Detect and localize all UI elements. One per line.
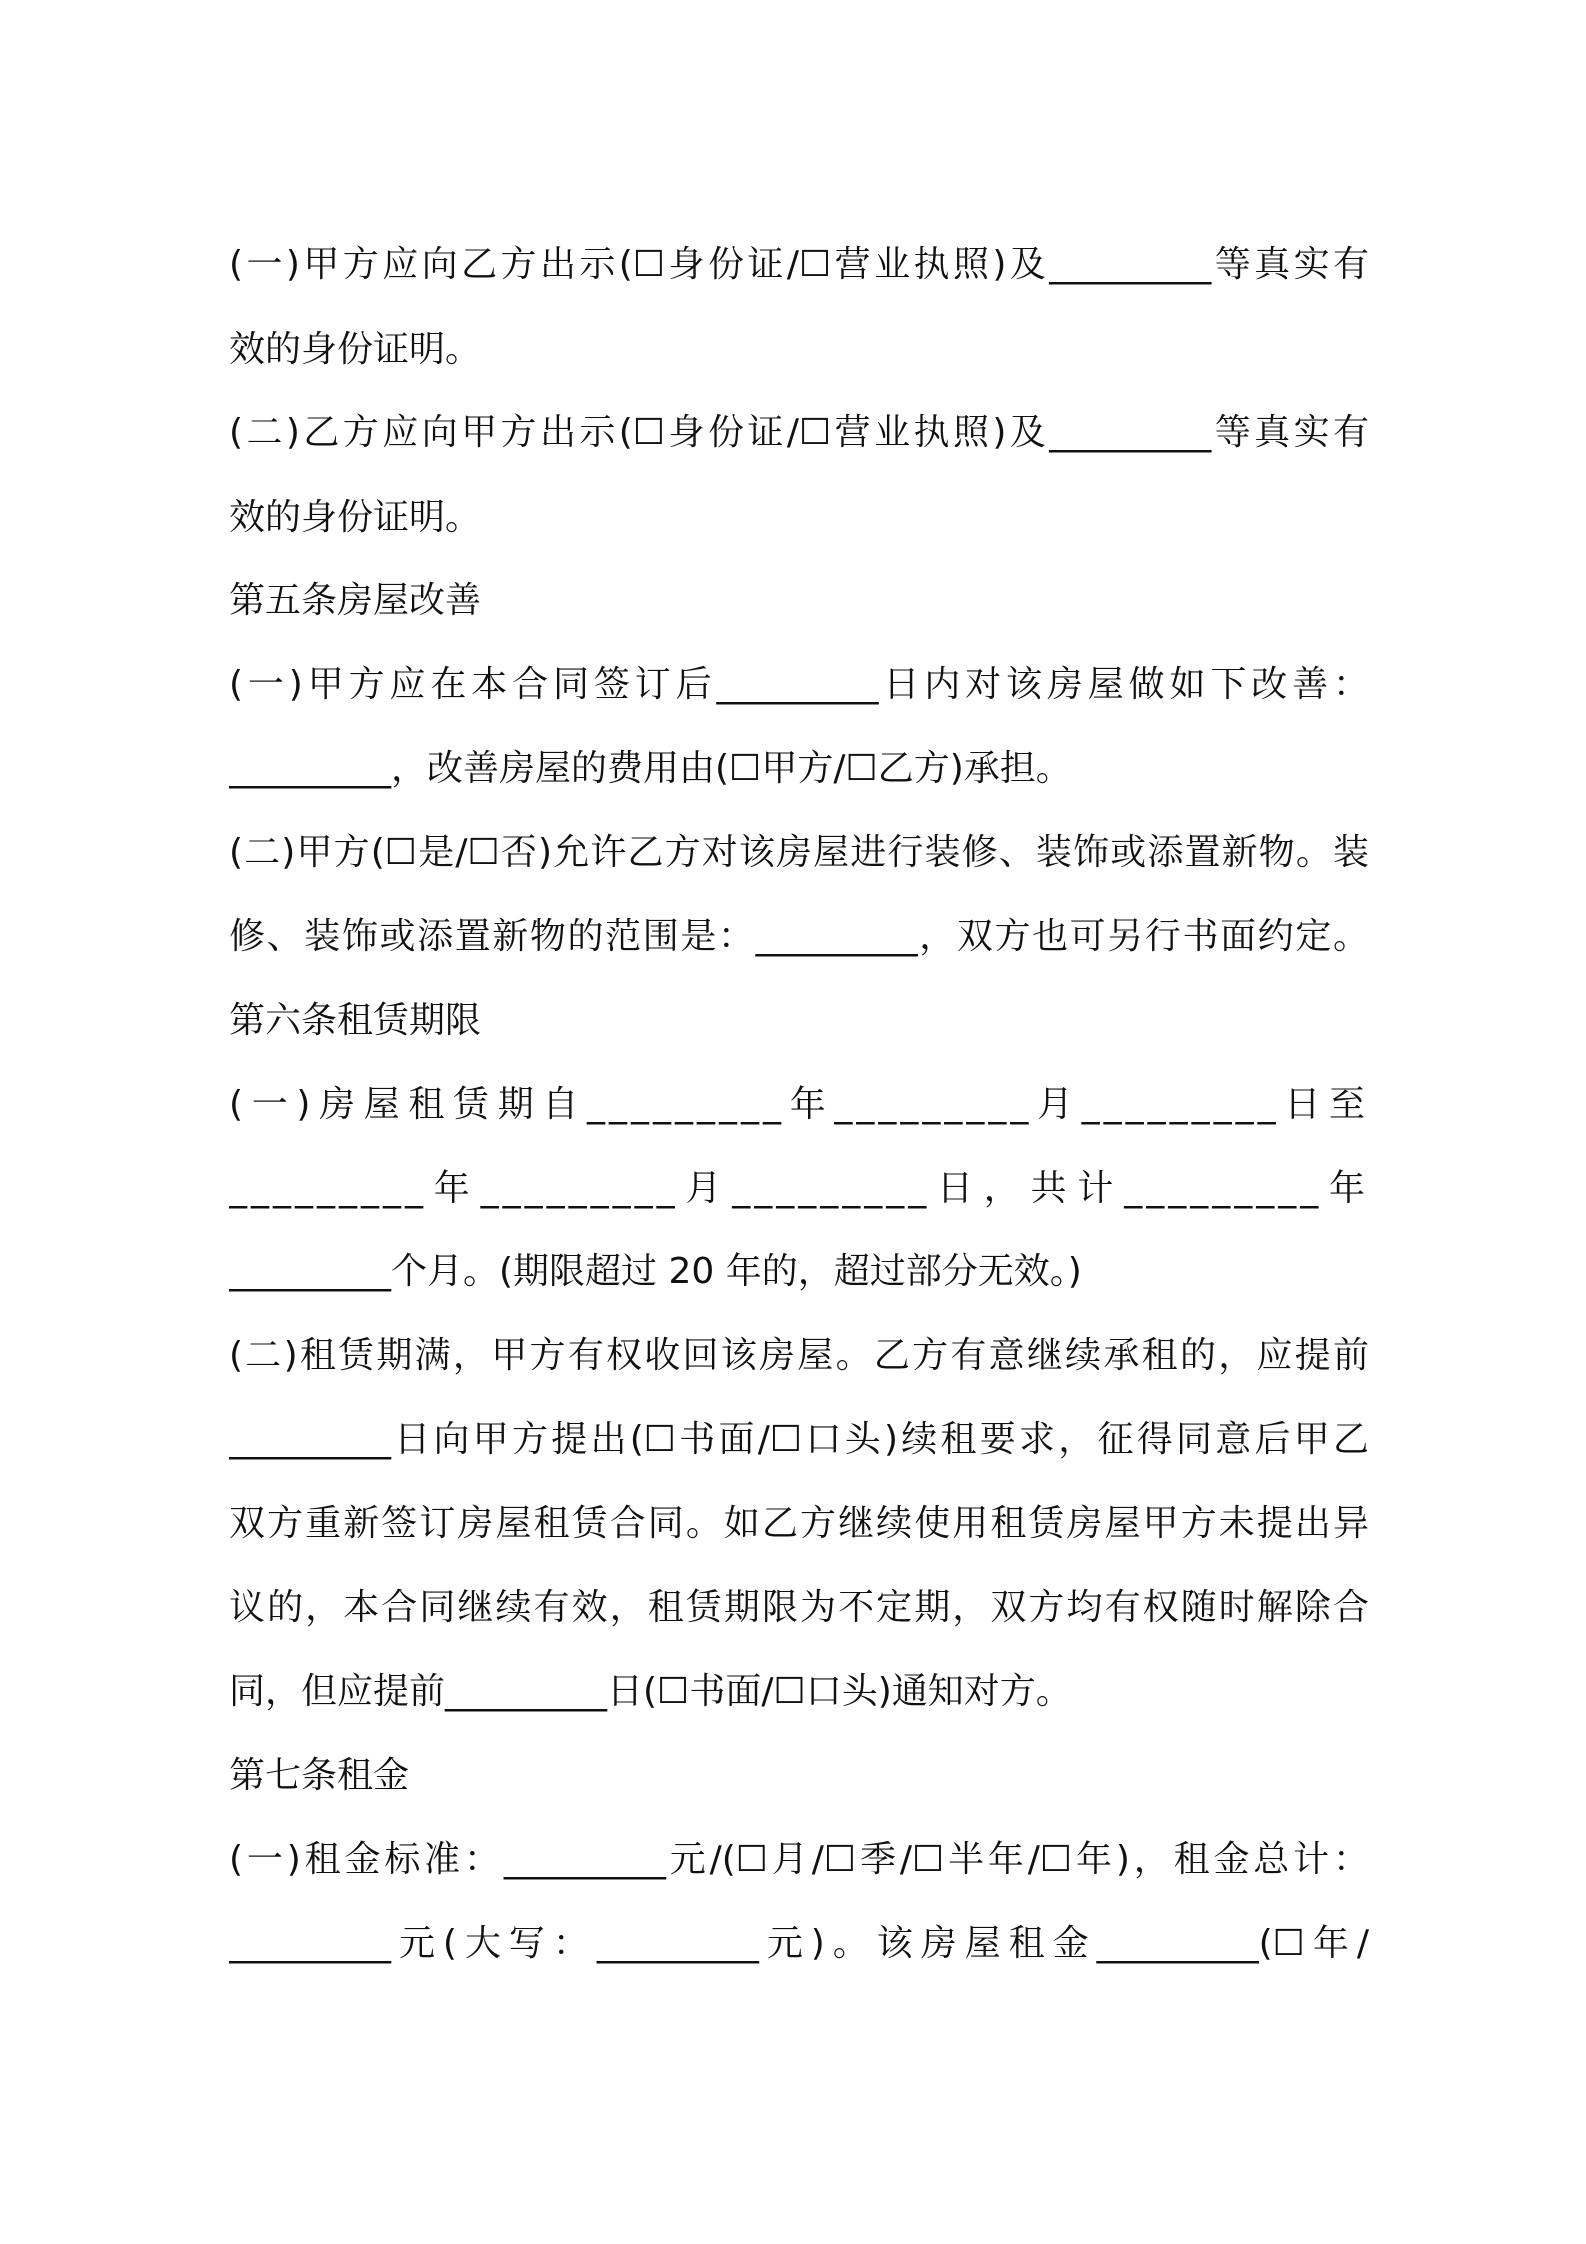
clause-6-2-line-3: 双方重新签订房屋租赁合同。如乙方继续使用租赁房屋甲方未提出异: [229, 1503, 1369, 1544]
clause-4-1-line-2: 效的身份证明。: [229, 329, 482, 370]
clause-6-1-line-1: (一)房屋租赁期自_________年_________月_________日至: [229, 1084, 1369, 1125]
clause-5-1-line-2: _________，改善房屋的费用由(☐甲方/☐乙方)承担。: [229, 748, 1072, 789]
clause-6-2-line-5: 同，但应提前_________日(☐书面/☐口头)通知对方。: [229, 1671, 1072, 1712]
clause-6-2-line-4: 议的，本合同继续有效，租赁期限为不定期，双方均有权随时解除合: [229, 1587, 1369, 1628]
clause-4-2-line-2: 效的身份证明。: [229, 497, 482, 538]
clause-4-2-line-1: (二)乙方应向甲方出示(☐身份证/☐营业执照)及_________等真实有: [229, 412, 1369, 453]
article-7-heading: 第七条租金: [229, 1755, 410, 1796]
clause-4-1-line-1: (一)甲方应向乙方出示(☐身份证/☐营业执照)及_________等真实有: [229, 244, 1369, 285]
article-6-heading: 第六条租赁期限: [229, 1000, 482, 1041]
clause-6-2-line-2: _________日向甲方提出(☐书面/☐口头)续租要求，征得同意后甲乙: [229, 1419, 1369, 1460]
clause-6-1-line-3: _________个月。(期限超过 20 年的，超过部分无效。): [229, 1251, 1082, 1292]
clause-6-2-line-1: (二)租赁期满，甲方有权收回该房屋。乙方有意继续承租的，应提前: [229, 1335, 1369, 1376]
clause-7-1-line-2: _________元(大写：_________元)。该房屋租金_________(☐年/: [229, 1923, 1369, 1964]
clause-6-1-line-2: _________年_________月_________日，共计_________年: [229, 1168, 1369, 1209]
article-5-heading: 第五条房屋改善: [229, 580, 482, 621]
clause-7-1-line-1: (一)租金标准：_________元/(☐月/☐季/☐半年/☐年)，租金总计：: [229, 1839, 1369, 1880]
clause-5-1-line-1: (一)甲方应在本合同签订后_________日内对该房屋做如下改善：: [229, 664, 1369, 705]
clause-5-2-line-2: 修、装饰或添置新物的范围是：_________，双方也可另行书面约定。: [229, 916, 1369, 957]
clause-5-2-line-1: (二)甲方(☐是/☐否)允许乙方对该房屋进行装修、装饰或添置新物。装: [229, 832, 1369, 873]
